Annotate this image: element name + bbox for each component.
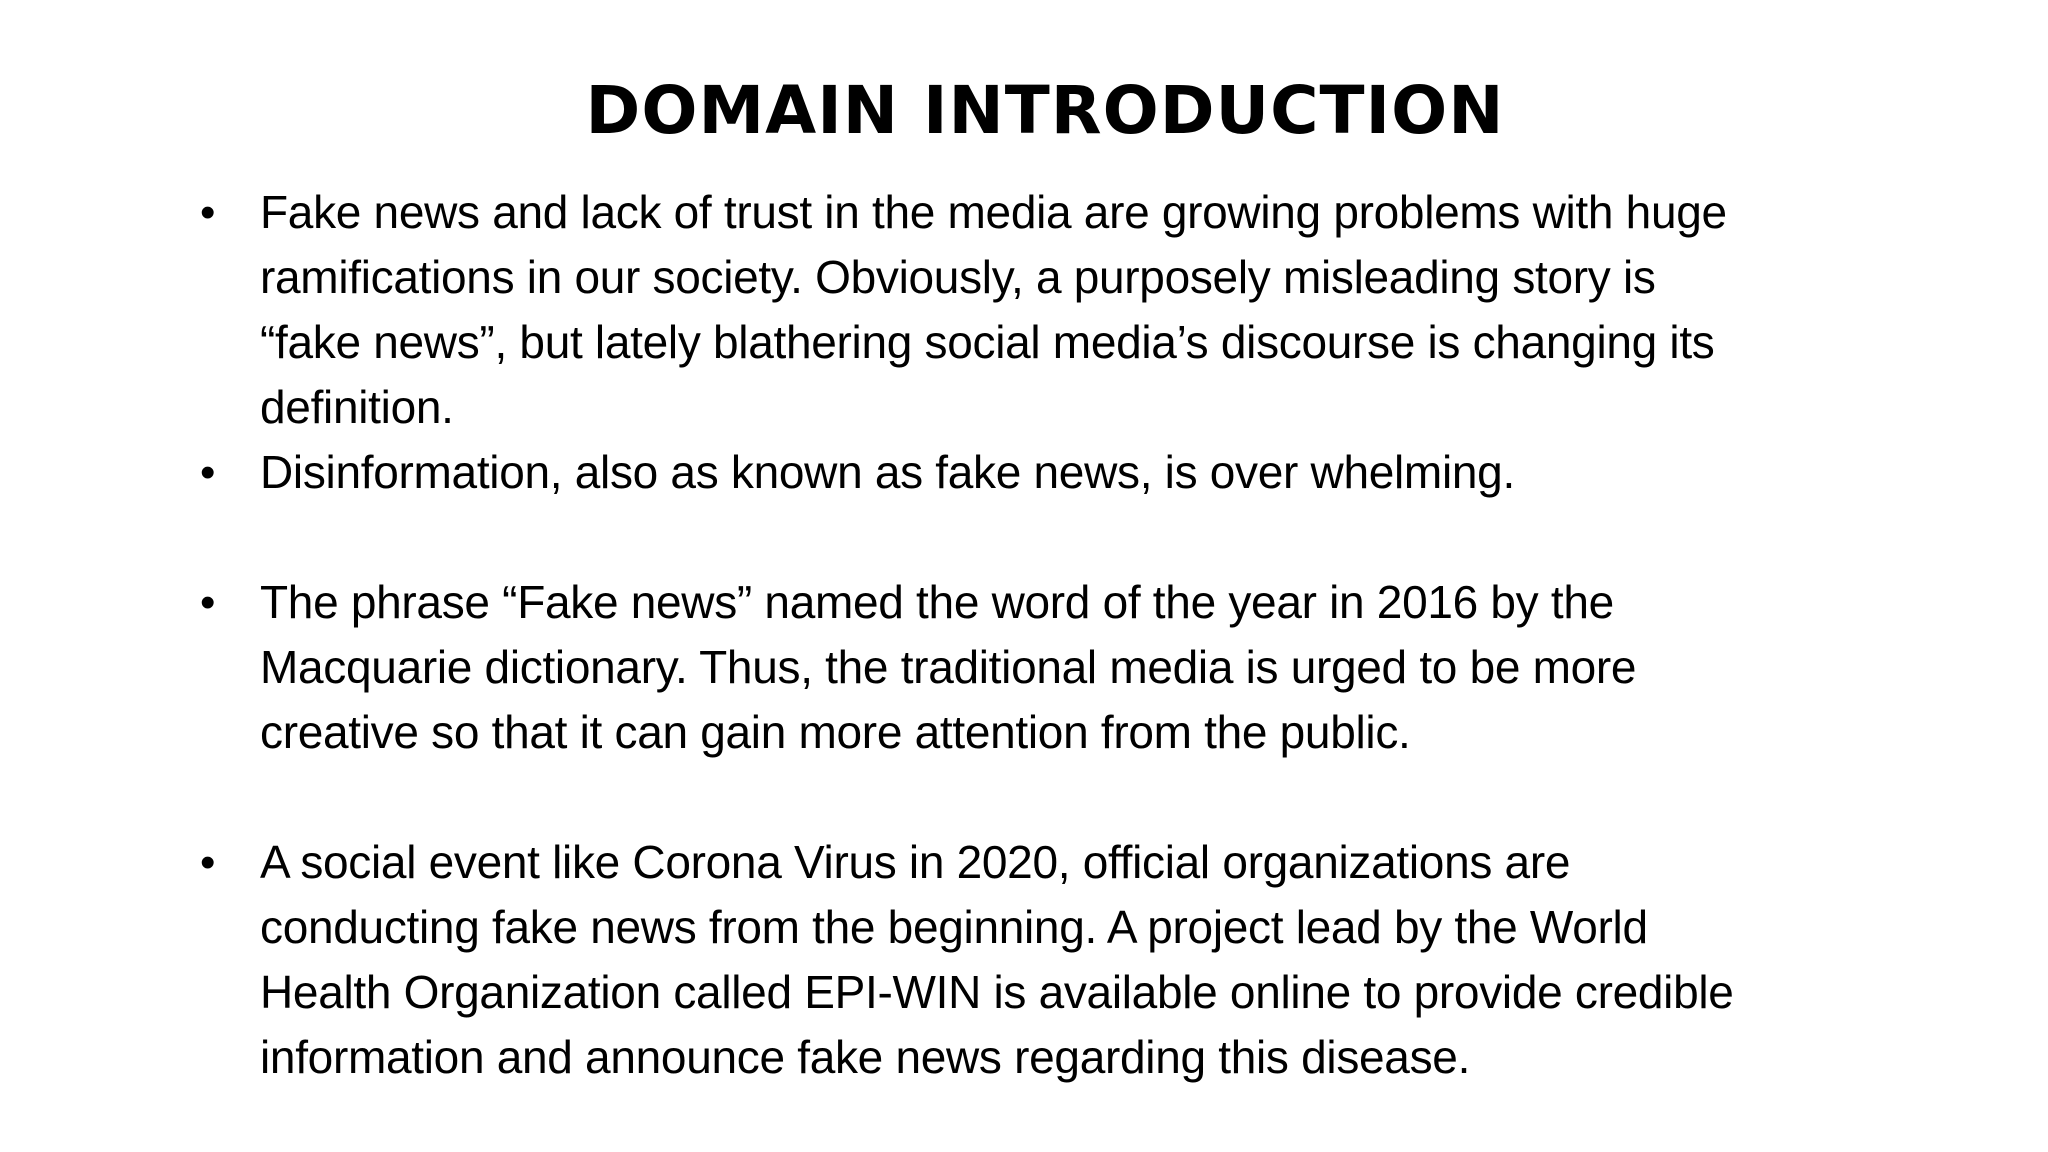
bullet-icon: • xyxy=(200,578,216,627)
bullet-text xyxy=(260,440,1900,505)
bullet-line: Health Organization called EPI-WIN is available online to provide credible xyxy=(260,966,1734,1018)
bullet-line: creative so that it can gain more attention from the public. xyxy=(260,706,1411,758)
bullet-line: ramifications in our society. Obviously, a purposely misleading story is xyxy=(260,251,1656,303)
bullet-line: Fake news and lack of trust in the media are growing problems with huge xyxy=(260,186,1727,238)
bullet-item xyxy=(200,830,1900,1090)
bullet-item xyxy=(200,570,1900,765)
bullet-line: Disinformation, also as known as fake news, is over whelming. xyxy=(260,446,1515,498)
bullet-icon: • xyxy=(200,838,216,887)
bullet-line: “fake news”, but lately blathering social media’s discourse is changing its xyxy=(260,316,1715,368)
bullet-line: A social event like Corona Virus in 2020, official organizations are xyxy=(260,836,1571,888)
bullet-icon: • xyxy=(200,188,216,237)
bullet-text xyxy=(260,830,1900,1090)
bullet-line: information and announce fake news regarding this disease. xyxy=(260,1031,1471,1083)
bullet-item xyxy=(200,180,1900,440)
bullet-item xyxy=(200,440,1900,505)
bullet-line: definition. xyxy=(260,381,454,433)
bullet-line: Macquarie dictionary. Thus, the traditional media is urged to be more xyxy=(260,641,1637,693)
bullet-text xyxy=(260,180,1900,440)
bullet-icon: • xyxy=(200,448,216,497)
bullet-line: conducting fake news from the beginning. A project lead by the World xyxy=(260,901,1648,953)
slide-title: DOMAIN INTRODUCTION xyxy=(585,72,1505,149)
bullet-line: The phrase “Fake news” named the word of the year in 2016 by the xyxy=(260,576,1614,628)
bullet-text xyxy=(260,570,1900,765)
